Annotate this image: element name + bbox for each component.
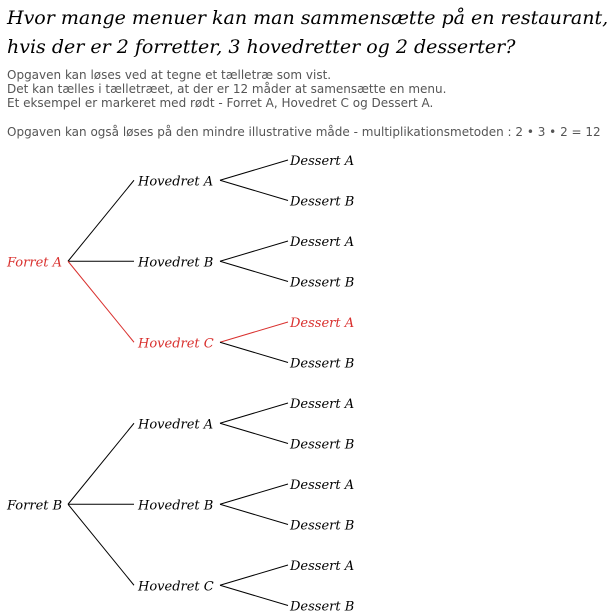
main-node-2-3: Hovedret C [138, 579, 214, 595]
branch-main-1-2-dessert-2 [220, 261, 288, 281]
branch-starter-2-main-1 [68, 423, 134, 504]
dessert-node-1-3-2: Dessert B [290, 356, 355, 372]
branch-starter-2-main-3 [68, 504, 134, 585]
dessert-node-1-2-1: Dessert A [290, 235, 355, 250]
main-node-1-2: Hovedret B [138, 255, 214, 271]
branch-main-2-3-dessert-1 [220, 565, 288, 585]
title-line-2: hvis der er 2 forretter, 3 hovedretter og 2 desserter? [7, 36, 516, 58]
main-node-2-2: Hovedret B [138, 498, 214, 514]
dessert-node-2-1-2: Dessert B [290, 437, 355, 453]
branch-main-2-3-dessert-2 [220, 585, 288, 605]
dessert-node-2-3-1: Dessert A [290, 559, 355, 574]
starter-node-2: Forret B [7, 498, 63, 514]
branch-main-2-1-dessert-2 [220, 423, 288, 443]
branch-main-1-2-dessert-1 [220, 241, 288, 261]
dessert-node-2-2-2: Dessert B [290, 518, 355, 534]
branch-main-1-3-dessert-1 [220, 322, 288, 342]
branch-starter-1-main-3 [68, 261, 134, 342]
main-node-2-1: Hovedret A [138, 417, 214, 433]
dessert-node-1-1-2: Dessert B [290, 194, 355, 210]
main-node-1-1: Hovedret A [138, 174, 214, 190]
description-line-3: Et eksempel er markeret med rødt - Forret A, Hovedret C og Dessert A. [7, 96, 434, 110]
dessert-node-1-3-1: Dessert A [290, 316, 355, 331]
branch-main-2-2-dessert-1 [220, 484, 288, 504]
main-node-1-3: Hovedret C [138, 336, 214, 352]
branch-starter-1-main-1 [68, 180, 134, 261]
dessert-node-2-3-2: Dessert B [290, 599, 355, 615]
description-line-1: Opgaven kan løses ved at tegne et tælletræ som vist. [7, 68, 332, 82]
branch-main-2-2-dessert-2 [220, 504, 288, 524]
dessert-node-1-1-1: Dessert A [290, 154, 355, 169]
branch-main-1-1-dessert-2 [220, 180, 288, 200]
multiplication-method-text: Opgaven kan også løses på den mindre illustrative måde - multiplikationsmetoden : 2 • 3 • 2 = 12 [7, 125, 601, 139]
dessert-node-1-2-2: Dessert B [290, 275, 355, 291]
branch-main-1-1-dessert-1 [220, 160, 288, 180]
dessert-node-2-1-1: Dessert A [290, 397, 355, 412]
title-line-1: Hvor mange menuer kan man sammensætte på en restaurant, [7, 7, 608, 29]
description-line-2: Det kan tælles i tælletræet, at der er 12 måder at samensætte en menu. [7, 82, 447, 96]
branch-main-1-3-dessert-2 [220, 342, 288, 362]
dessert-node-2-2-1: Dessert A [290, 478, 355, 493]
branch-main-2-1-dessert-1 [220, 403, 288, 423]
starter-node-1: Forret A [7, 255, 63, 271]
